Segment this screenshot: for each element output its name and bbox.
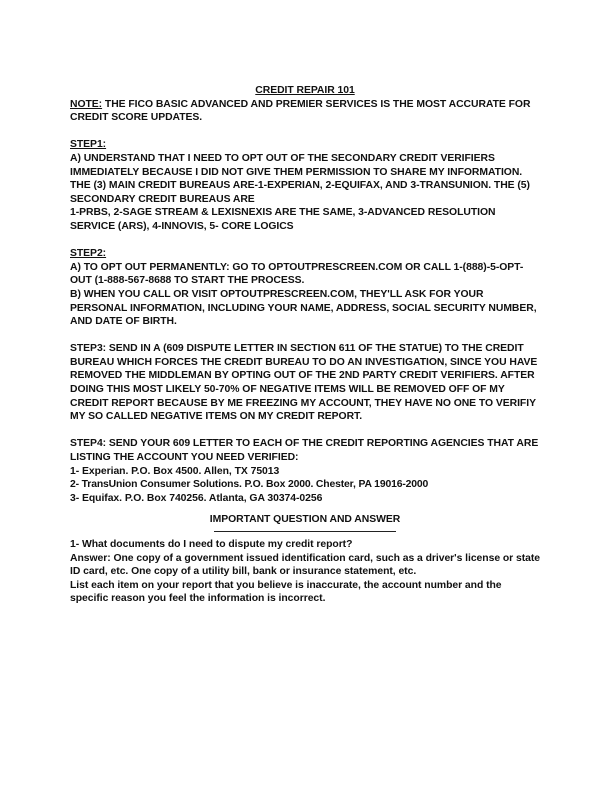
step3-paragraph: STEP3: SEND IN A (609 DISPUTE LETTER IN SECTION 611 OF THE STATUE) TO THE CREDIT BUREAU WHICH FORCES THE CREDIT BUREAU TO DO AN INVESTIGATION, SINCE YOU HAVE REMOVED THE MIDDLEMAN BY OPTING OUT OF THE 2ND PARTY CREDIT VERIFIERS. AFTER DOING THIS MOST LIKELY 50-70% OF NEGATIVE ITEMS WILL BE REMOVED OFF OF MY CREDIT REPORT BECAUSE BY ME FREEZING MY ACCOUNT, THEY HAVE NO ONE TO VERIFIY MY SO CALLED NEGATIVE ITEMS ON MY CREDIT REPORT.: [70, 343, 538, 423]
step2-heading: STEP2:: [70, 248, 107, 260]
divider-rule: [214, 531, 396, 532]
address-equifax: 3- Equifax. P.O. Box 740256. Atlanta, GA 30374-0256: [70, 492, 323, 504]
step1-paragraph-a: A) UNDERSTAND THAT I NEED TO OPT OUT OF THE SECONDARY CREDIT VERIFIERS IMMEDIATELY BECAUSE I DID NOT GIVE THEM PERMISSION TO SHARE MY INFORMATION. THE (3) MAIN CREDIT BUREAUS ARE-1-EXPERIAN, 2-EQUIFAX, AND 3-TRANSUNION. THE (5) SECONDARY CREDIT BUREAUS ARE: [70, 152, 530, 205]
page-title: CREDIT REPAIR 101: [255, 85, 355, 96]
step2-paragraph-a: A) TO OPT OUT PERMANENTLY: GO TO OPTOUTPRESCREEN.COM OR CALL 1-(888)-5-OPT-OUT (1-888-567-8688 TO START THE PROCESS.: [70, 261, 524, 287]
note-paragraph: [70, 98, 540, 125]
document-page: [70, 84, 540, 606]
step1-bureau-list: 1-PRBS, 2-SAGE STREAM & LEXISNEXIS ARE THE SAME, 3-ADVANCED RESOLUTION SERVICE (ARS), 4-INNOVIS, 5- CORE LOGICS: [70, 207, 496, 232]
qa-answer: Answer: One copy of a government issued identification card, such as a driver's license or state ID card, etc. One copy of a utility bill, bank or insurance statement, etc.: [70, 552, 541, 578]
address-experian: 1- Experian. P.O. Box 4500. Allen, TX 75013: [70, 465, 280, 477]
step4-paragraph: STEP4: SEND YOUR 609 LETTER TO EACH OF THE CREDIT REPORTING AGENCIES THAT ARE LISTING THE ACCOUNT YOU NEED VERIFIED:: [70, 438, 539, 464]
note-text: THE FICO BASIC ADVANCED AND PREMIER SERVICES IS THE MOST ACCURATE FOR CREDIT SCORE UPDATES.: [70, 98, 531, 124]
qa-question: 1- What documents do I need to dispute my credit report?: [70, 539, 353, 550]
step1-heading: STEP1:: [70, 139, 107, 151]
note-label: NOTE:: [70, 98, 103, 110]
qa-list-note: List each item on your report that you believe is inaccurate, the account number and the specific reason you feel the information is incorrect.: [70, 579, 502, 605]
qa-heading: IMPORTANT QUESTION AND ANSWER: [209, 514, 401, 526]
step2-paragraph-b: B) WHEN YOU CALL OR VISIT OPTOUTPRESCREEN.COM, THEY'LL ASK FOR YOUR PERSONAL INFORMATION, INCLUDING YOUR NAME, ADDRESS, SOCIAL SECURITY NUMBER, AND DATE OF BIRTH.: [70, 288, 537, 328]
address-transunion: 2- TransUnion Consumer Solutions. P.O. Box 2000. Chester, PA 19016-2000: [70, 479, 429, 491]
